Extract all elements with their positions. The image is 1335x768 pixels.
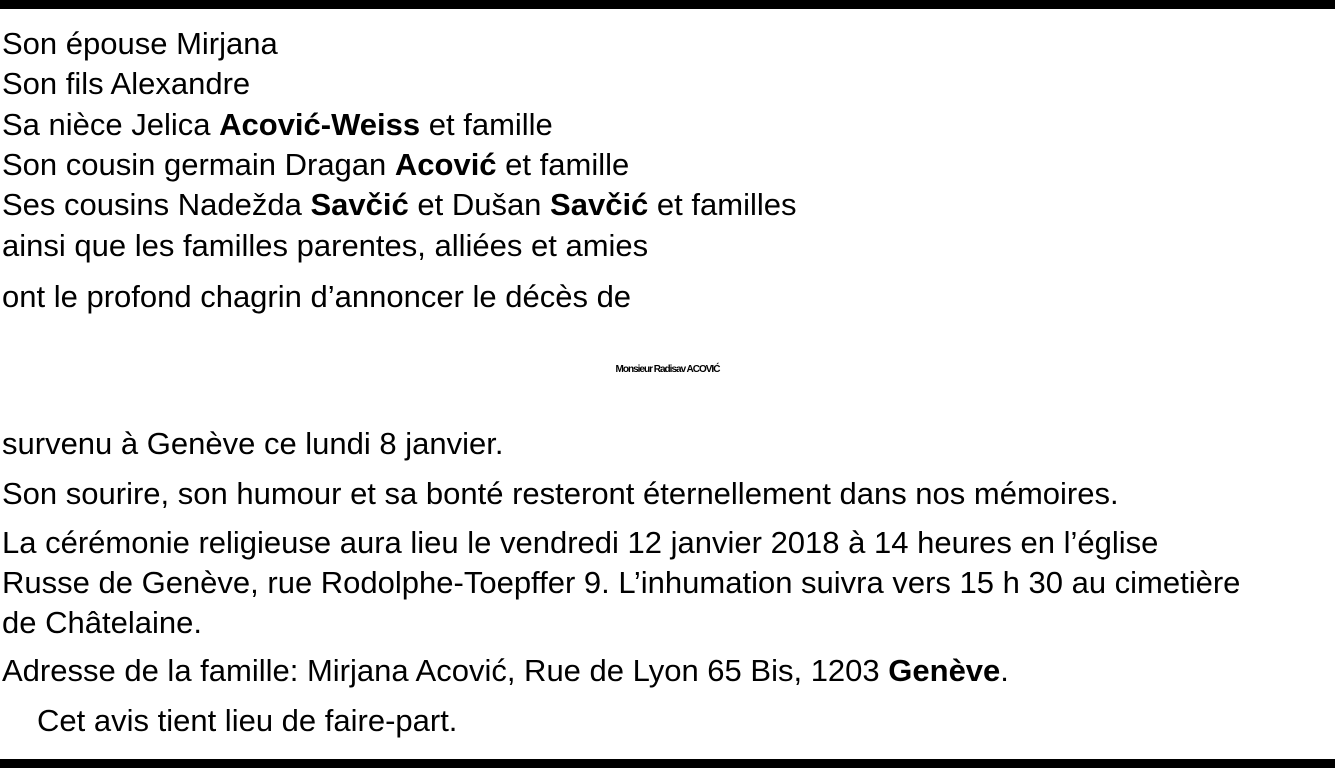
niece-text: Sa nièce Jelica	[2, 107, 220, 142]
cousin-text: Son cousin germain Dragan	[2, 147, 395, 182]
cousins-mid: et Dušan	[408, 187, 551, 222]
cousins-surname-1: Savčić	[310, 187, 409, 222]
niece-surname: Acović-Weiss	[219, 107, 421, 142]
family-line-relatives: ainsi que les familles parentes, alliées et amies	[2, 228, 649, 263]
address-text: Adresse de la famille: Mirjana Acović, Rue de Lyon 65 Bis, 1203	[2, 653, 889, 688]
deceased-name: Monsieur Radisav ACOVIĆ	[615, 364, 720, 375]
bottom-border-rule	[0, 759, 1335, 768]
family-address	[2, 651, 1009, 691]
top-border-rule	[0, 0, 1335, 9]
family-line-cousin	[2, 145, 629, 185]
family-line-spouse: Son épouse Mirjana	[2, 26, 278, 61]
cousins-text: Ses cousins Nadežda	[2, 187, 311, 222]
death-info: survenu à Genève ce lundi 8 janvier.	[2, 426, 504, 461]
niece-suffix: et famille	[420, 107, 553, 142]
tribute-text: Son sourire, son humour et sa bonté resteront éternellement dans nos mémoires.	[2, 476, 1119, 511]
cousins-suffix: et familles	[648, 187, 797, 222]
address-end: .	[1000, 653, 1009, 688]
cousin-suffix: et famille	[496, 147, 630, 182]
ceremony-line-3: de Châtelaine.	[2, 605, 202, 640]
address-city: Genève	[888, 653, 1001, 688]
announcement-text: ont le profond chagrin d’annoncer le décès de	[2, 279, 632, 314]
closing-note: Cet avis tient lieu de faire-part.	[37, 703, 458, 738]
family-line-cousins	[2, 185, 796, 225]
family-line-son: Son fils Alexandre	[2, 66, 251, 101]
cousin-surname: Acović	[394, 147, 497, 182]
cousins-surname-2: Savčić	[550, 187, 649, 222]
ceremony-line-1: La cérémonie religieuse aura lieu le vendredi 12 janvier 2018 à 14 heures en l’église	[2, 525, 1159, 560]
family-line-niece	[2, 105, 553, 145]
ceremony-line-2: Russe de Genève, rue Rodolphe-Toepffer 9. L’inhumation suivra vers 15 h 30 au cimetière	[2, 565, 1241, 600]
